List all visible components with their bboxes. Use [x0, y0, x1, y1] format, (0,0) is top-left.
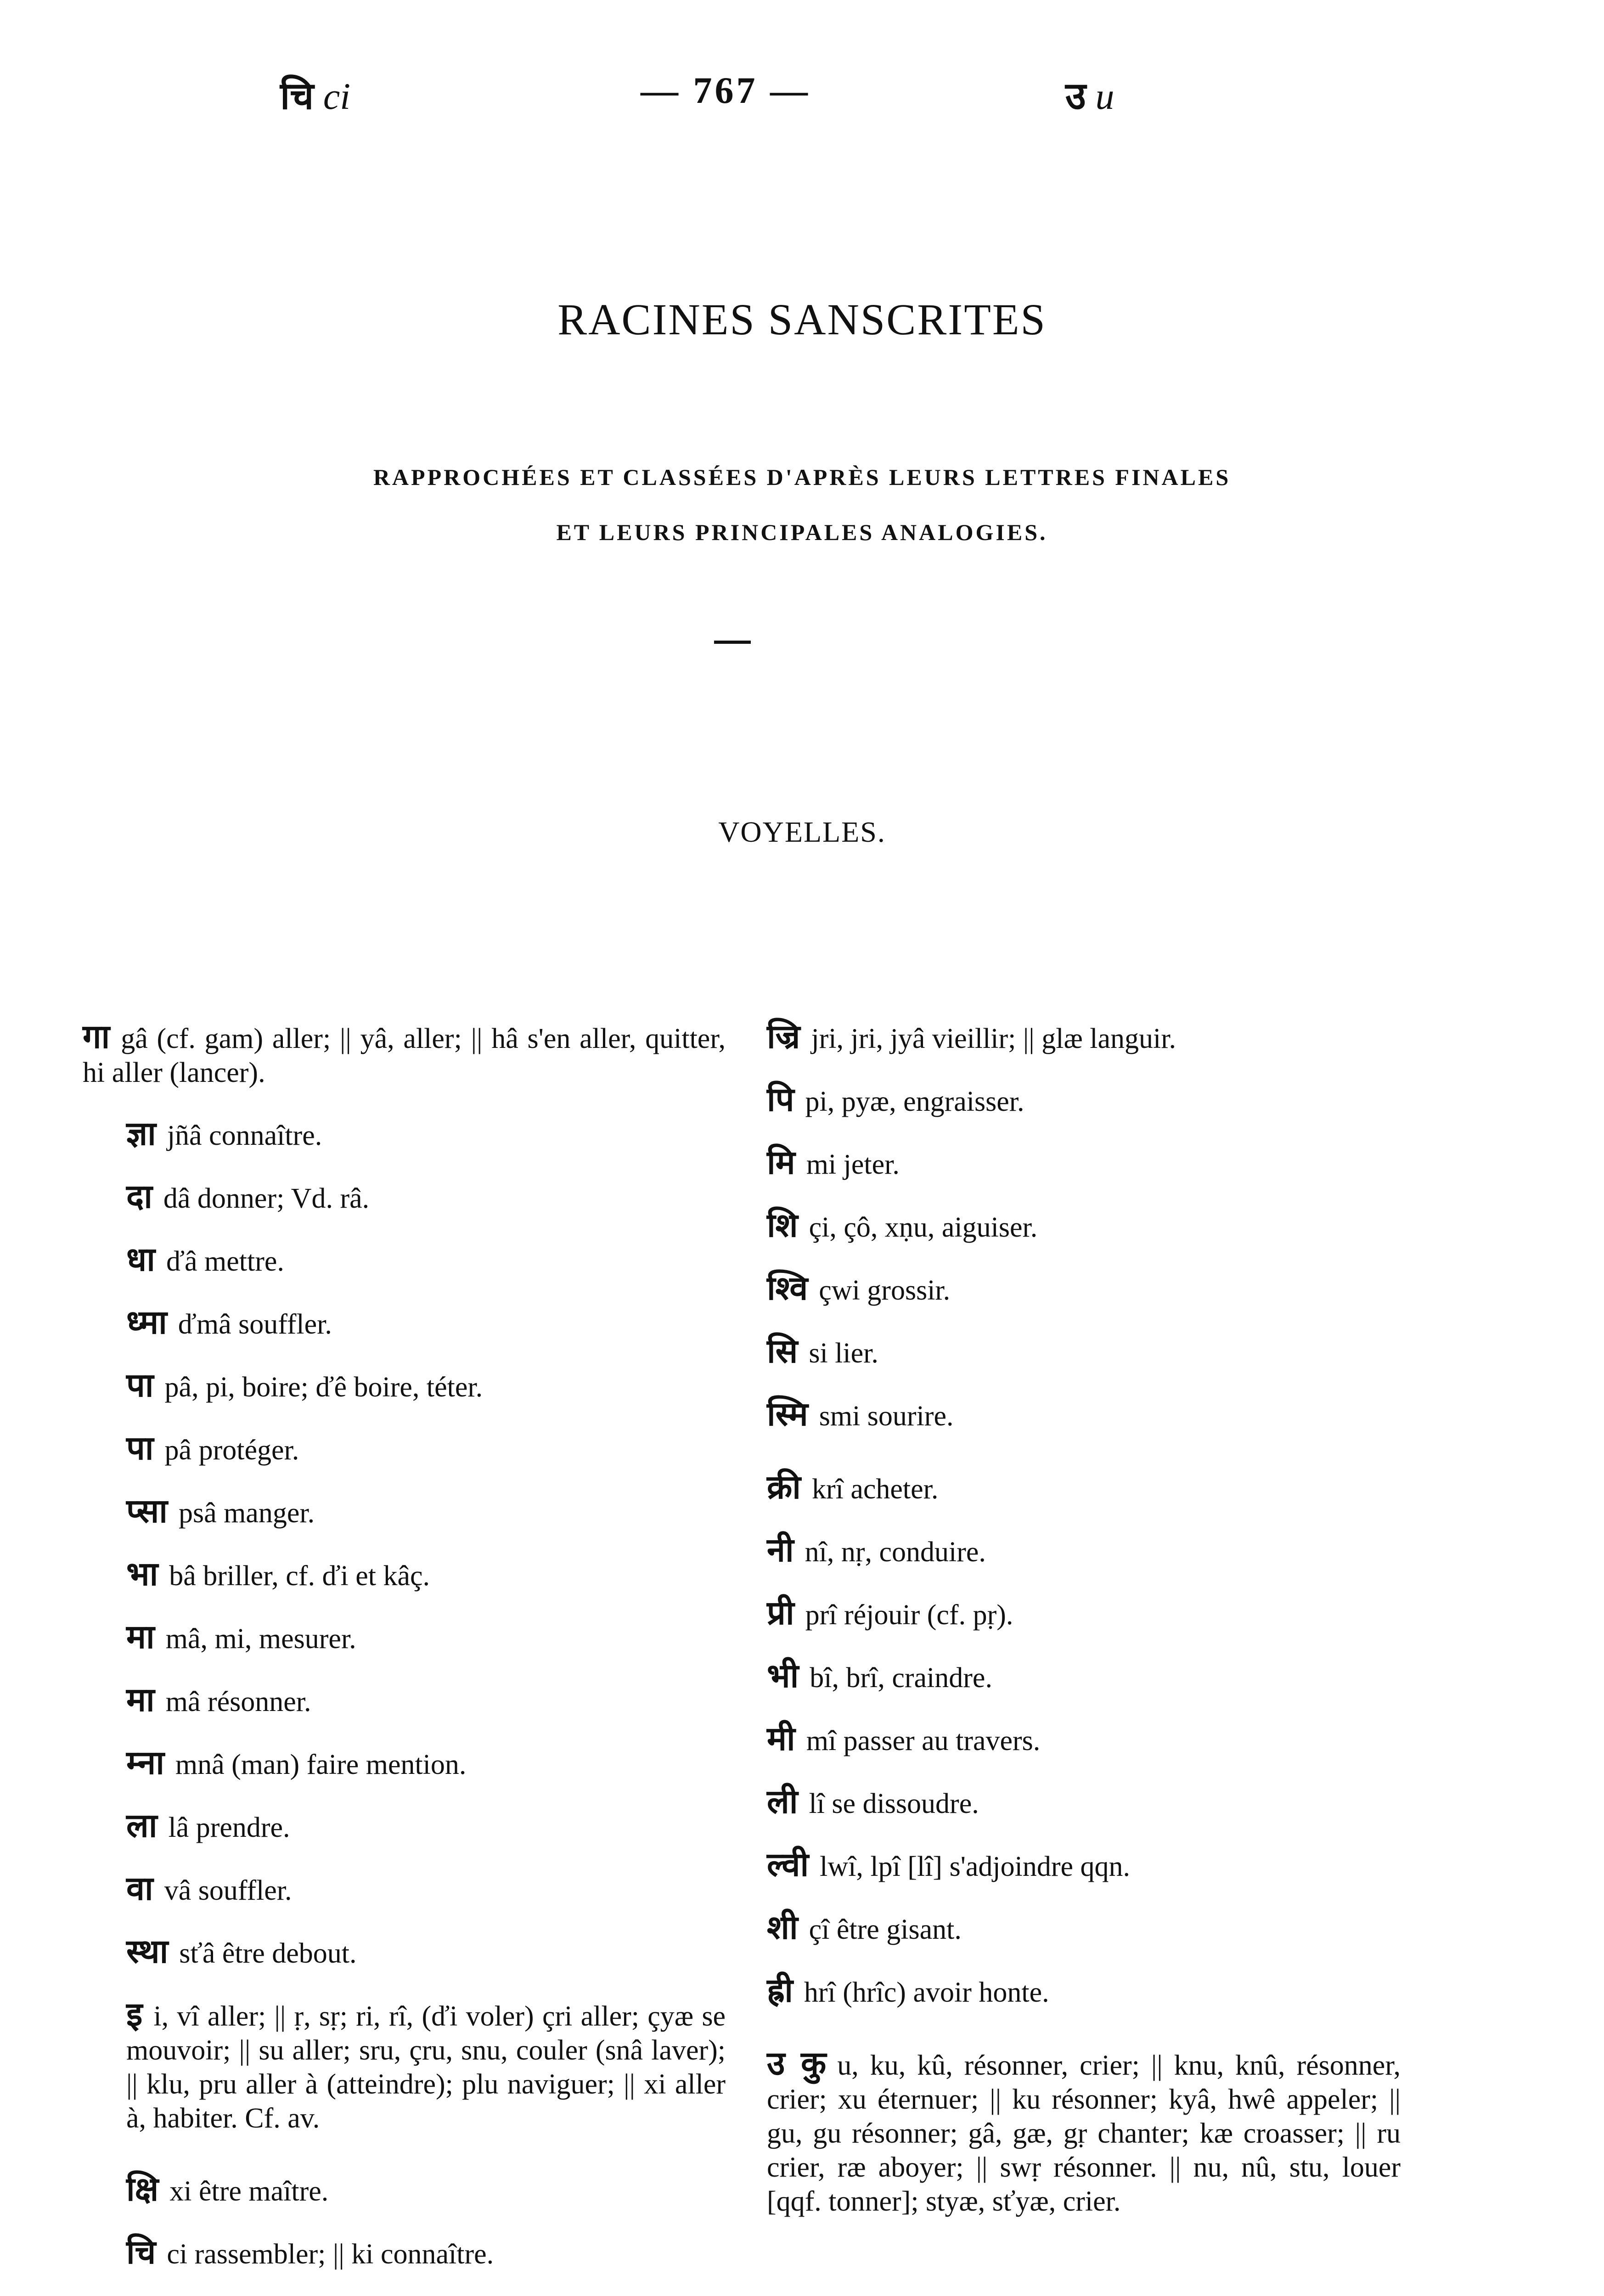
- entry-devanagari: धा: [126, 1240, 155, 1278]
- entry-devanagari: प्सा: [126, 1491, 168, 1530]
- header-right: [1065, 69, 1114, 120]
- entry-text: prî réjouir (cf. pṛ).: [805, 1599, 1013, 1631]
- entry-text: ci rassembler; || ki connaître.: [167, 2239, 494, 2270]
- entry-devanagari: ज्रि: [767, 1017, 800, 1056]
- entry-text: dâ donner; Vd. râ.: [163, 1183, 370, 1214]
- entry-devanagari: शी: [767, 1908, 798, 1947]
- page-header: [0, 69, 1604, 124]
- entry-text: lwî, lpî [lî] s'adjoindre qqn.: [820, 1851, 1131, 1882]
- root-entry: [83, 1019, 726, 1090]
- entry-text: i, vî aller; || ṛ, sṛ; ri, rî, (ďi voler) çri aller; çyæ se mouvoir; || su aller; sru, çru, snu, couler (snâ laver); || klu, pru aller à (atteindre); plu naviguer; || xi aller à, habiter. Cf. av.: [126, 2001, 726, 2134]
- entry-devanagari: मी: [767, 1719, 795, 1758]
- entry-text: bî, brî, craindre.: [810, 1662, 992, 1694]
- root-entry: [83, 1242, 726, 1278]
- root-entry: [83, 2235, 726, 2271]
- entry-devanagari: ला: [126, 1806, 158, 1845]
- section-heading: VOYELLES.: [718, 816, 886, 848]
- root-entry: [83, 1491, 726, 1530]
- entry-devanagari: भी: [767, 1656, 799, 1695]
- root-entry: [767, 1910, 1401, 1947]
- entry-text: lî se dissoudre.: [809, 1788, 979, 1819]
- entry-text: jñâ connaître.: [167, 1120, 322, 1151]
- entry-devanagari: पा: [126, 1366, 154, 1404]
- entry-text: psâ manger.: [178, 1497, 315, 1529]
- entry-devanagari: क्री: [767, 1468, 801, 1506]
- root-entry: [767, 2046, 1401, 2218]
- entry-devanagari: ली: [767, 1782, 798, 1821]
- entry-devanagari: ल्वी: [767, 1845, 809, 1884]
- entry-devanagari: मि: [767, 1143, 795, 1182]
- entry-devanagari: ह्री: [767, 1971, 793, 2009]
- entry-devanagari: दा: [126, 1177, 152, 1216]
- root-entry: [83, 1934, 726, 1970]
- entry-text: pâ, pi, boire; ďê boire, téter.: [164, 1372, 483, 1403]
- entry-text: ďmâ souffler.: [178, 1309, 332, 1340]
- entry-devanagari: प्री: [767, 1593, 794, 1632]
- root-entry: [83, 1871, 726, 1908]
- header-left-devanagari: चि: [280, 74, 314, 118]
- root-entry: [83, 1808, 726, 1845]
- root-entry: [767, 1334, 1401, 1370]
- entry-text: çî être gisant.: [809, 1914, 962, 1945]
- entry-text: krî acheter.: [811, 1474, 939, 1505]
- entry-text: vâ souffler.: [164, 1875, 292, 1906]
- root-entry: [83, 1554, 726, 1593]
- entry-text: lâ prendre.: [168, 1812, 290, 1843]
- entry-text: smi sourire.: [819, 1401, 954, 1432]
- root-entry: [767, 1470, 1401, 1506]
- entry-devanagari: भा: [126, 1554, 158, 1593]
- left-column: [83, 1019, 726, 2296]
- entry-text: gâ (cf. gam) aller; || yâ, aller; || hâ s'en aller, quitter, hi aller (lancer).: [83, 1023, 726, 1088]
- entry-devanagari: मा: [126, 1680, 155, 1719]
- root-entry: [767, 1656, 1401, 1695]
- root-entry: [83, 1745, 726, 1782]
- root-entry: [767, 1208, 1401, 1244]
- root-entry: [83, 1116, 726, 1153]
- entry-devanagari: शि: [767, 1206, 798, 1244]
- root-entry: [83, 1368, 726, 1404]
- root-entry: [767, 1271, 1401, 1307]
- entry-devanagari: गा: [83, 1017, 110, 1056]
- root-entry: [767, 1847, 1401, 1884]
- root-entry: [767, 1719, 1401, 1758]
- entry-text: pi, pyæ, engraisser.: [805, 1086, 1024, 1117]
- entry-text: sťâ être debout.: [179, 1938, 357, 1969]
- entry-devanagari: मा: [126, 1617, 155, 1656]
- entry-text: mâ résonner.: [165, 1686, 311, 1717]
- entry-text: nî, nṛ, conduire.: [805, 1536, 986, 1568]
- entry-text: ďâ mettre.: [166, 1246, 284, 1277]
- root-entry: [767, 1533, 1401, 1569]
- root-entry: [83, 1431, 726, 1467]
- entry-text: mâ, mi, mesurer.: [165, 1623, 356, 1654]
- root-entry: [83, 1680, 726, 1719]
- root-entry: [767, 1082, 1401, 1119]
- header-left: [280, 69, 350, 120]
- page-number: — 767 —: [641, 69, 810, 111]
- entry-text: jri, jri, jyâ vieillir; || glæ languir.: [811, 1023, 1176, 1054]
- entry-devanagari: चि: [126, 2233, 156, 2271]
- root-entry: [767, 1019, 1401, 1056]
- entry-text: çi, çô, xṇu, aiguiser.: [809, 1212, 1038, 1243]
- entry-devanagari: नी: [767, 1531, 794, 1569]
- subtitle-line-2: ET LEURS PRINCIPALES ANALOGIES.: [556, 519, 1048, 545]
- entry-text: mi jeter.: [806, 1149, 900, 1180]
- root-entry: [767, 1145, 1401, 1182]
- entry-text: bâ briller, cf. ďi et kâç.: [169, 1560, 430, 1592]
- entry-text: u, ku, kû, résonner, crier; || knu, knû, résonner, crier; xu éternuer; || ku résonner; kyâ, hwê appeler; || gu, gu résonner; gâ, gæ, gṛ chanter; kæ croasser; || ru crier, ræ aboyer; || swṛ résonner. || nu, nû, stu, louer [qqf. tonner]; styæ, sťyæ, crier.: [767, 2050, 1401, 2217]
- root-entry: [83, 1997, 726, 2135]
- entry-text: pâ protéger.: [164, 1435, 299, 1466]
- entry-text: mî passer au travers.: [806, 1725, 1041, 1756]
- entry-devanagari: ध्मा: [126, 1303, 167, 1341]
- header-left-latin: ci: [323, 75, 350, 117]
- header-right-latin: u: [1095, 75, 1114, 117]
- root-entry: [767, 1784, 1401, 1821]
- entry-text: si lier.: [809, 1338, 878, 1369]
- page-title: RACINES SANSCRITES: [557, 295, 1047, 344]
- root-entry: [83, 1617, 726, 1656]
- entry-text: çwi grossir.: [819, 1275, 951, 1306]
- entry-devanagari: पि: [767, 1080, 794, 1119]
- entry-devanagari: ज्ञा: [126, 1114, 156, 1153]
- root-entry: [83, 1179, 726, 1216]
- entry-text: mnâ (man) faire mention.: [175, 1749, 467, 1780]
- entry-devanagari: उ कु: [767, 2044, 827, 2082]
- title-rule: [714, 641, 751, 644]
- root-entry: [767, 1397, 1401, 1433]
- entry-devanagari: सि: [767, 1332, 798, 1370]
- subtitle-line-1: RAPPROCHÉES ET CLASSÉES D'APRÈS LEURS LETTRES FINALES: [373, 464, 1231, 490]
- root-entry: [767, 1593, 1401, 1632]
- entry-text: xi être maître.: [169, 2176, 329, 2207]
- root-entry: [83, 2172, 726, 2208]
- entry-devanagari: स्था: [126, 1932, 169, 1970]
- entry-devanagari: स्मि: [767, 1395, 808, 1433]
- entry-devanagari: क्षि: [126, 2170, 159, 2208]
- entry-devanagari: इ: [126, 1995, 143, 2033]
- header-right-devanagari: उ: [1065, 74, 1086, 118]
- entry-devanagari: वा: [126, 1869, 153, 1908]
- root-entry: [83, 1305, 726, 1341]
- root-entry: [767, 1973, 1401, 2009]
- entry-devanagari: म्ना: [126, 1743, 164, 1782]
- entry-text: hrî (hrîc) avoir honte.: [804, 1977, 1049, 2008]
- right-column: [767, 1019, 1401, 2245]
- entry-devanagari: पा: [126, 1429, 154, 1467]
- entry-devanagari: श्वि: [767, 1269, 808, 1307]
